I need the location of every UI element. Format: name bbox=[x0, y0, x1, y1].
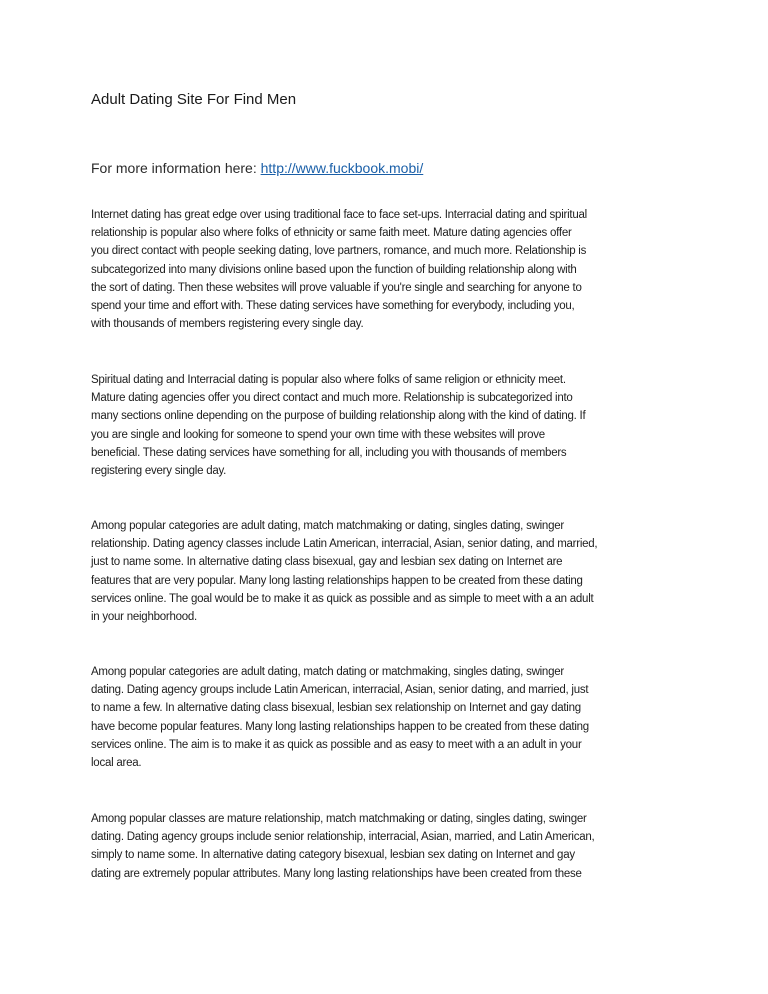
paragraph-line: just to name some. In alternative dating class bisexual, gay and lesbian sex dating on Internet are bbox=[91, 556, 563, 569]
paragraph-line: simply to name some. In alternative dating category bisexual, lesbian sex dating on Internet and gay bbox=[91, 849, 575, 862]
paragraph-1 bbox=[91, 206, 683, 333]
paragraph-line: Spiritual dating and Interracial dating is popular also where folks of same religion or ethnicity meet. bbox=[91, 374, 566, 386]
paragraph-line: have become popular features. Many long lasting relationships happen to be created from these dating bbox=[91, 720, 589, 733]
paragraph-line: beneficial. These dating services have something for all, including you with thousands of members bbox=[91, 446, 567, 459]
paragraph-line: many sections online depending on the purpose of building relationship along with the kind of dating. If bbox=[91, 410, 586, 423]
paragraph-line: dating are extremely popular attributes. Many long lasting relationships have been created from these bbox=[91, 867, 582, 880]
paragraph-5 bbox=[91, 810, 683, 883]
paragraph-line: local area. bbox=[91, 757, 142, 770]
more-info-link[interactable]: http://www.fuckbook.mobi/ bbox=[260, 160, 424, 176]
paragraph-line: Among popular categories are adult dating, match dating or matchmaking, singles dating, swinger bbox=[91, 666, 564, 678]
paragraph-3 bbox=[91, 517, 683, 626]
more-info-prefix: For more information here: bbox=[91, 160, 261, 176]
paragraph-line: dating. Dating agency groups include senior relationship, interracial, Asian, married, and Latin American, bbox=[91, 831, 595, 844]
paragraph-line: relationship. Dating agency classes include Latin American, interracial, Asian, senior dating, and married, bbox=[91, 538, 598, 551]
paragraph-line: you direct contact with people seeking dating, love partners, romance, and much more. Relationship is bbox=[91, 245, 587, 258]
paragraph-4 bbox=[91, 663, 683, 772]
paragraph-line: subcategorized into many divisions online based upon the function of building relationship along with bbox=[91, 263, 577, 276]
paragraph-line: relationship is popular also where folks of ethnicity or same faith meet. Mature dating agencies offer bbox=[91, 227, 572, 240]
paragraph-line: you are single and looking for someone to spend your own time with these websites will prove bbox=[91, 428, 545, 441]
paragraph-line: dating. Dating agency groups include Latin American, interracial, Asian, senior dating, and married, just bbox=[91, 684, 589, 697]
document-title: Adult Dating Site For Find Men bbox=[91, 91, 297, 108]
paragraph-line: spend your time and effort with. These dating services have something for everybody, including you, bbox=[91, 300, 575, 313]
paragraph-line: Among popular categories are adult dating, match matchmaking or dating, singles dating, swinger bbox=[91, 520, 564, 532]
paragraph-line: Internet dating has great edge over using traditional face to face set-ups. Interracial dating and spiritual bbox=[91, 209, 587, 221]
paragraph-line: services online. The goal would be to make it as quick as possible and as simple to meet with a an adult bbox=[91, 592, 594, 605]
paragraph-line: services online. The aim is to make it as quick as possible and as easy to meet with a an adult in your bbox=[91, 738, 582, 751]
more-info-line bbox=[91, 160, 423, 176]
paragraph-line: with thousands of members registering every single day. bbox=[91, 318, 364, 331]
paragraph-2 bbox=[91, 371, 683, 480]
paragraph-line: in your neighborhood. bbox=[91, 611, 197, 624]
paragraph-line: the sort of dating. Then these websites will prove valuable if you're single and searching for anyone to bbox=[91, 281, 582, 294]
paragraph-line: registering every single day. bbox=[91, 465, 227, 478]
paragraph-line: Among popular classes are mature relationship, match matchmaking or dating, singles dating, swinger bbox=[91, 813, 587, 825]
paragraph-line: features that are very popular. Many long lasting relationships happen to be created from these dating bbox=[91, 574, 583, 587]
paragraph-line: to name a few. In alternative dating class bisexual, lesbian sex relationship on Internet and gay dating bbox=[91, 702, 581, 715]
paragraph-line: Mature dating agencies offer you direct contact and much more. Relationship is subcategorized into bbox=[91, 392, 573, 405]
